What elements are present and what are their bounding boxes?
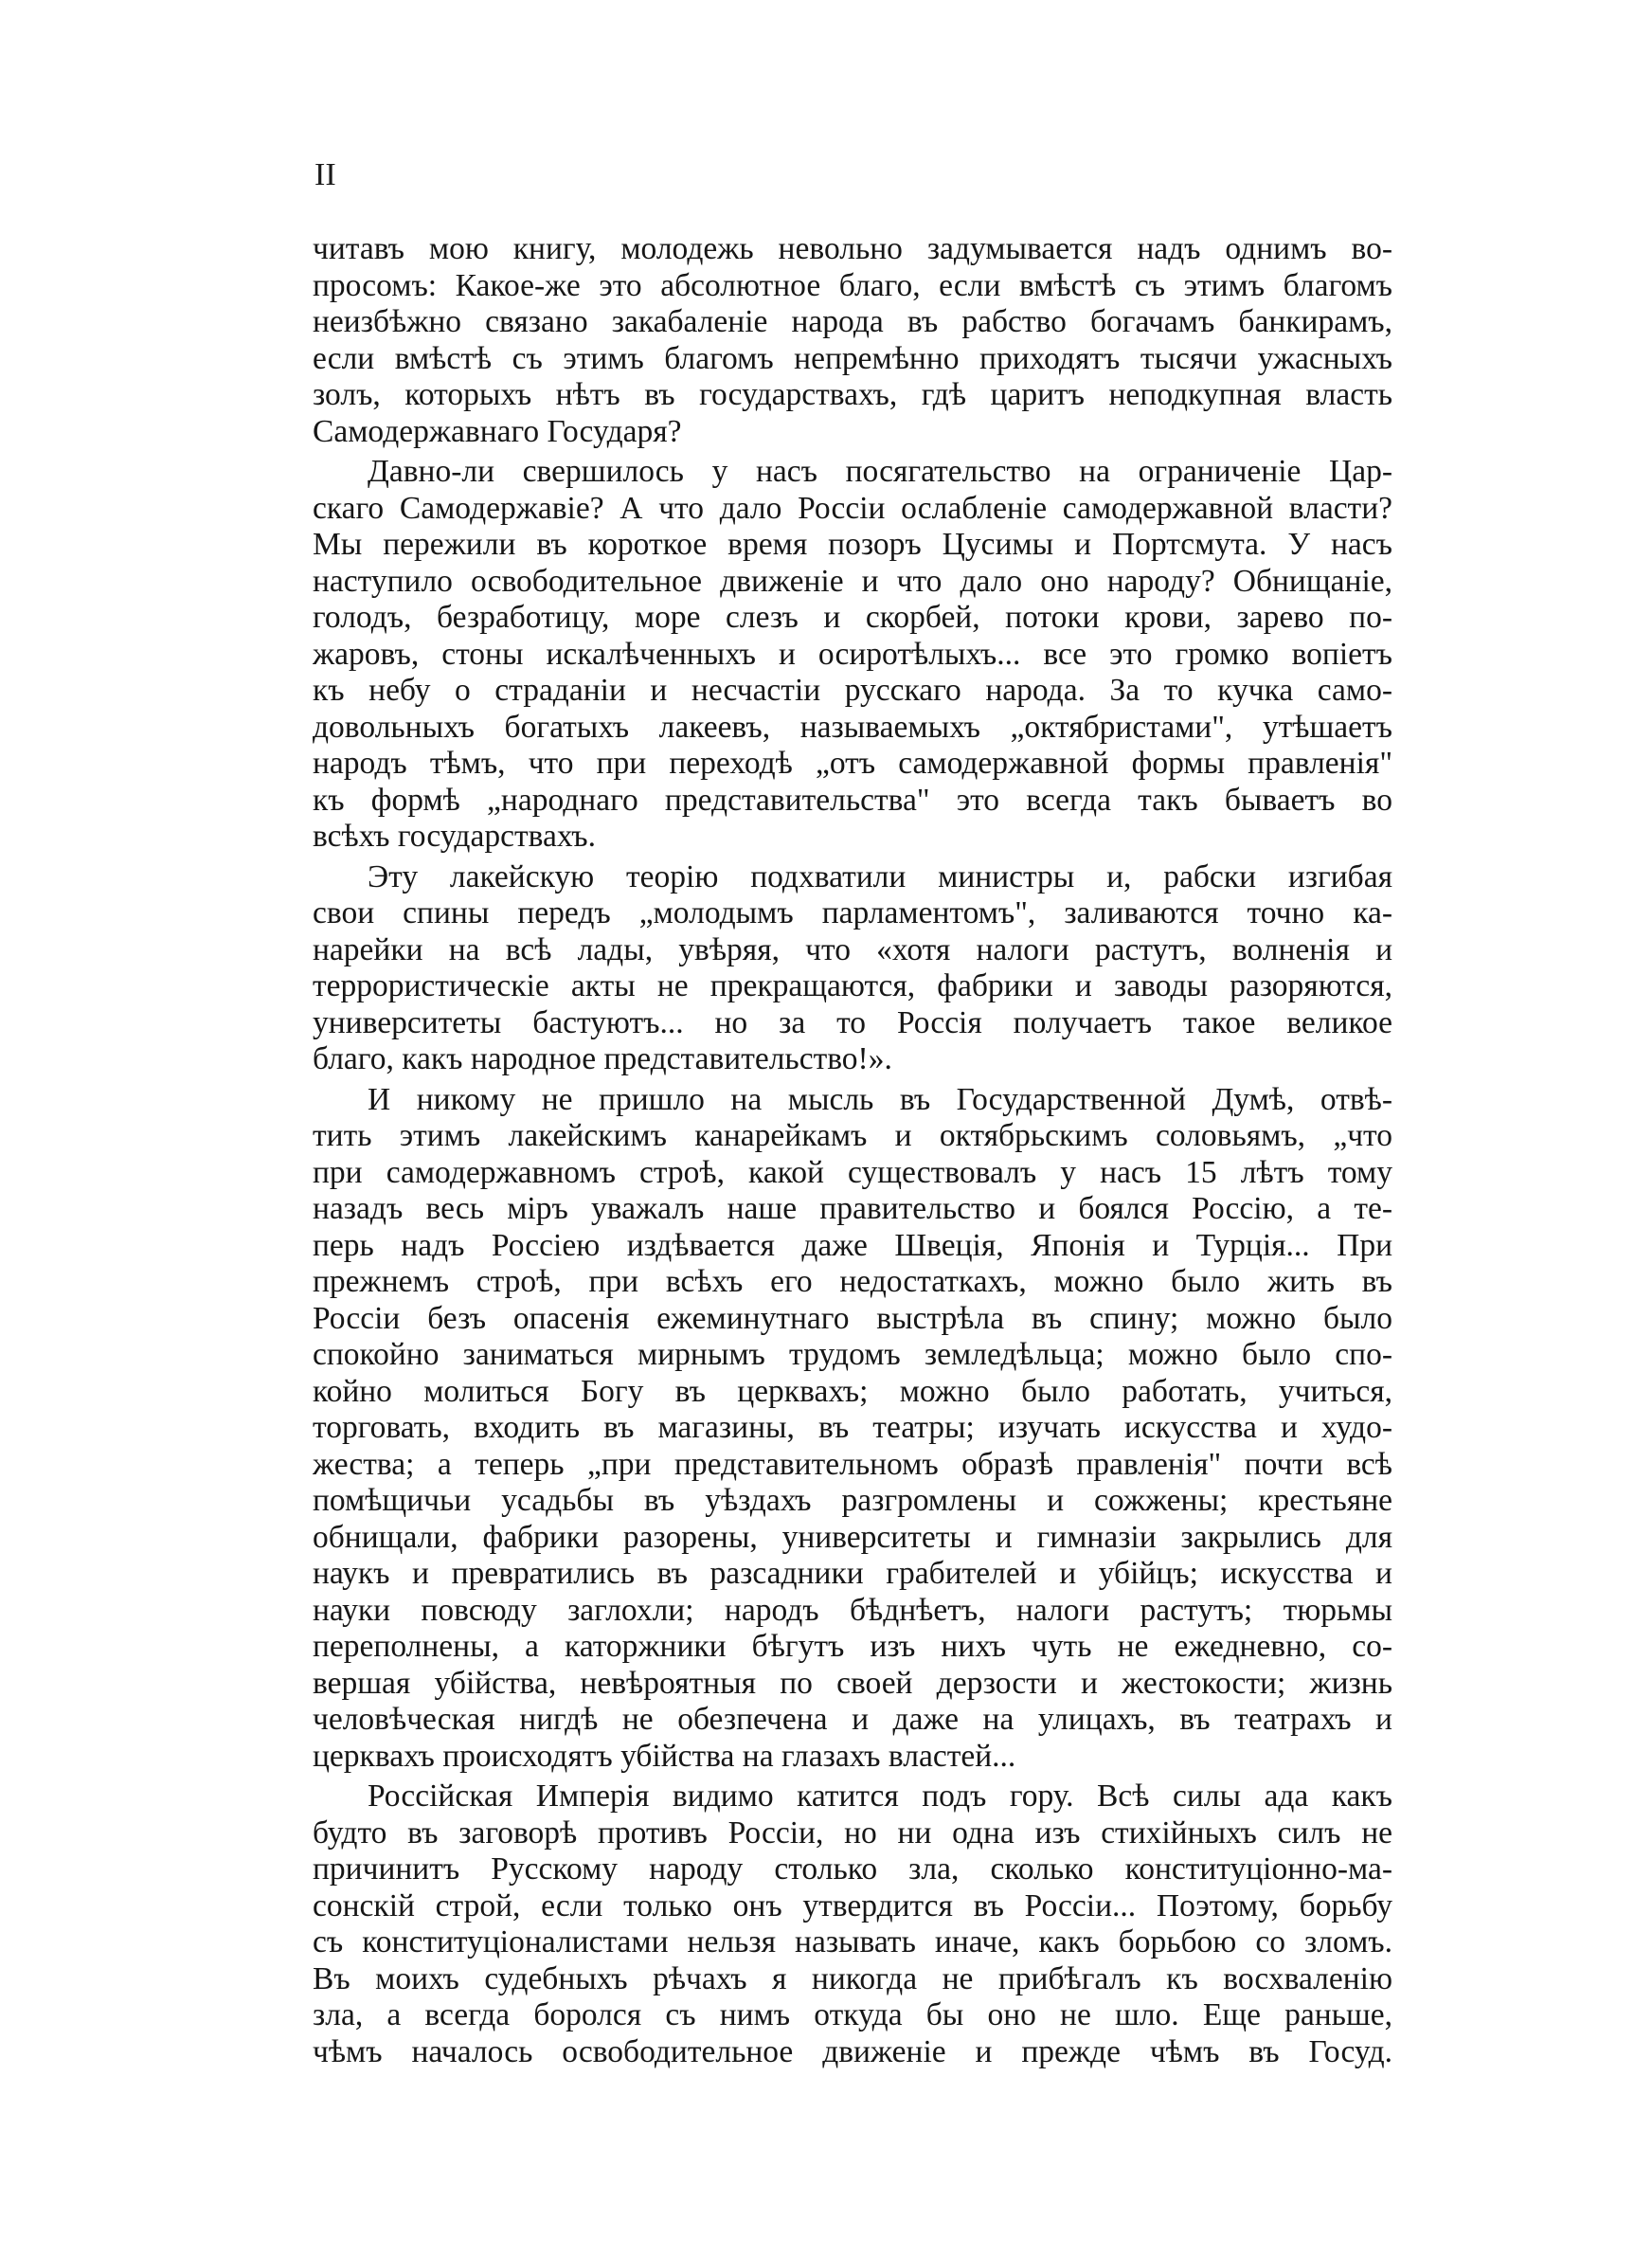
text-line: помѣщичьи усадьбы въ уѣздахъ разгромлены и сожжены; крестьяне (313, 1483, 1392, 1518)
text-line: наступило освободительное движеніе и что дало оно народу? Обнищаніе, (313, 563, 1392, 599)
text-line: читавъ мою книгу, молодежь невольно задумывается надъ однимъ во- (313, 231, 1392, 266)
text-line: народъ тѣмъ, что при переходѣ „отъ самодержавной формы правленія" (313, 746, 1392, 781)
text-line: чѣмъ началось освободительное движеніе и прежде чѣмъ въ Госуд. (313, 2033, 1392, 2069)
text-line: спокойно заниматься мирнымъ трудомъ земледѣльца; можно было спо- (313, 1337, 1392, 1372)
text-line: будто въ заговорѣ противъ Россіи, но ни одна изъ стихійныхъ силъ не (313, 1815, 1392, 1851)
text-line: свои спины передъ „молодымъ парламентомъ", заливаются точно ка- (313, 895, 1392, 930)
text-line: Самодержавнаго Государя? (313, 413, 682, 449)
text-line: сонскій строй, если только онъ утвердится въ Россіи... Поэтому, борьбу (313, 1887, 1392, 1923)
text-line: Давно-ли свершилось у насъ посягательство на ограниченіе Цар- (368, 454, 1392, 489)
text-line: золъ, которыхъ нѣтъ въ государствахъ, гдѣ царитъ неподкупная власть (313, 377, 1392, 412)
text-line: перь надъ Россіею издѣвается даже Швеція, Японія и Турція... При (313, 1227, 1392, 1263)
text-line: Мы пережили въ короткое время позоръ Цусимы и Портсмута. У насъ (313, 527, 1392, 562)
text-line: къ небу о страданіи и несчастіи русскаго народа. За то кучка само- (313, 673, 1392, 708)
text-line: просомъ: Какое-же это абсолютное благо, если вмѣстѣ съ этимъ благомъ (313, 267, 1392, 303)
text-line: жества; а теперь „при представительномъ образѣ правленія" почти всѣ (313, 1446, 1392, 1482)
text-line: назадъ весь міръ уважалъ наше правительство и боялся Россію, а те- (313, 1191, 1392, 1226)
text-line: Россійская Имперія видимо катится подъ гору. Всѣ силы ада какъ (368, 1779, 1392, 1814)
text-line: обнищали, фабрики разорены, университеты и гимназіи закрылись для (313, 1519, 1392, 1555)
text-line: террористическіе акты не прекращаются, фабрики и заводы разоряются, (313, 968, 1392, 1003)
text-line: всѣхъ государствахъ. (313, 819, 596, 854)
text-line: койно молиться Богу въ церквахъ; можно было работать, учиться, (313, 1373, 1392, 1409)
text-line: человѣческая нигдѣ не обезпечена и даже на улицахъ, въ театрахъ и (313, 1702, 1392, 1737)
text-line: прежнемъ строѣ, при всѣхъ его недостаткахъ, можно было жить въ (313, 1264, 1392, 1299)
text-line: благо, какъ народное представительство!». (313, 1041, 892, 1076)
text-line: церквахъ происходятъ убійства на глазахъ властей... (313, 1738, 1016, 1774)
text-line: причинитъ Русскому народу столько зла, сколько конституціонно-ма- (313, 1851, 1392, 1887)
text-line: зла, а всегда боролся съ нимъ откуда бы оно не шло. Еще раньше, (313, 1997, 1392, 2032)
text-line: неизбѣжно связано закабаленіе народа въ рабство богачамъ банкирамъ, (313, 304, 1392, 339)
text-line: голодъ, безработицу, море слезъ и скорбей, потоки крови, зарево по- (313, 600, 1392, 635)
text-line: университеты бастуютъ... но за то Россія получаетъ такое великое (313, 1004, 1392, 1040)
text-line: нарейки на всѣ лады, увѣряя, что «хотя налоги растутъ, волненія и (313, 931, 1392, 967)
text-line: вершая убійства, невѣроятныя по своей дерзости и жестокости; жизнь (313, 1665, 1392, 1701)
text-line: Въ моихъ судебныхъ рѣчахъ я никогда не прибѣгалъ къ восхваленію (313, 1960, 1392, 1996)
text-line: торговать, входить въ магазины, въ театры; изучать искусства и худо- (313, 1410, 1392, 1445)
text-line: жаровъ, стоны искалѣченныхъ и осиротѣлыхъ... все это громко вопіетъ (313, 636, 1392, 672)
text-line: при самодержавномъ строѣ, какой существовалъ у насъ 15 лѣтъ тому (313, 1154, 1392, 1190)
text-line: тить этимъ лакейскимъ канарейкамъ и октябрьскимъ соловьямъ, „что (313, 1118, 1392, 1153)
text-line: съ конституціоналистами нельзя называть иначе, какъ борьбою со зломъ. (313, 1924, 1392, 1959)
text-line: если вмѣстѣ съ этимъ благомъ непремѣнно приходятъ тысячи ужасныхъ (313, 340, 1392, 376)
text-line: къ формѣ „народнаго представительства" это всегда такъ бываетъ во (313, 782, 1392, 818)
text-line: Россіи безъ опасенія ежеминутнаго выстрѣла въ спину; можно было (313, 1300, 1392, 1336)
text-line: переполнены, а каторжники бѣгутъ изъ нихъ чуть не ежедневно, со- (313, 1629, 1392, 1664)
text-line: науки повсюду заглохли; народъ бѣднѣетъ, налоги растутъ; тюрьмы (313, 1592, 1392, 1628)
text-line: И никому не пришло на мысль въ Государственной Думѣ, отвѣ- (368, 1081, 1392, 1117)
text-line: наукъ и превратились въ разсадники грабителей и убійцъ; искусства и (313, 1556, 1392, 1591)
text-line: скаго Самодержавіе? А что дало Россіи ослабленіе самодержавной власти? (313, 490, 1392, 526)
text-line: довольныхъ богатыхъ лакеевъ, называемыхъ „октябристами", утѣшаетъ (313, 709, 1392, 745)
body-text (313, 231, 1392, 2070)
text-line: Эту лакейскую теорію подхватили министры и, рабски изгибая (368, 858, 1392, 894)
page-number: II (314, 157, 336, 192)
